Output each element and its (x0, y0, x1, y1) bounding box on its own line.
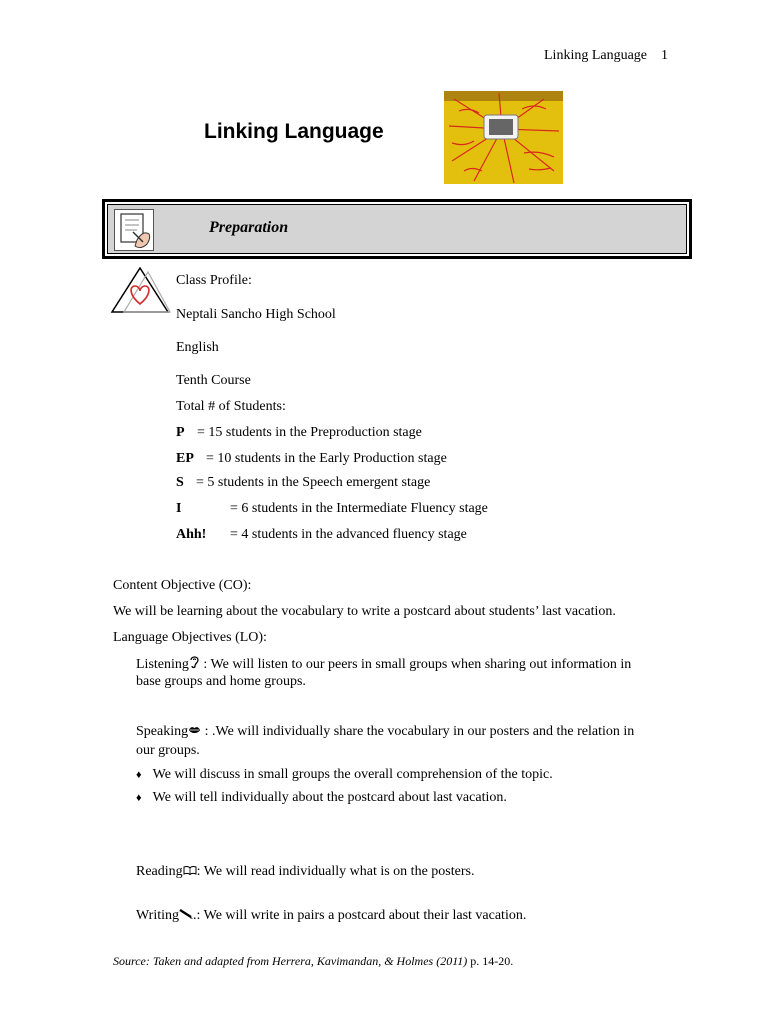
stage-text: = 6 students in the Intermediate Fluency stage (230, 501, 488, 516)
content-objective-text: We will be learning about the vocabulary to write a postcard about students’ last vacation. (113, 604, 616, 619)
stage-code: EP (176, 451, 194, 466)
heart-triangle-icon (110, 266, 172, 316)
course: Tenth Course (176, 373, 251, 388)
speaking-bullet-text: We will tell individually about the postcard about last vacation. (152, 790, 507, 805)
language-objectives-heading: Language Objectives (LO): (113, 630, 267, 645)
stage-text: = 5 students in the Speech emergent stage (196, 475, 431, 490)
reading-label: Reading (136, 864, 183, 879)
running-head-title: Linking Language (544, 48, 648, 63)
lips-icon (188, 723, 201, 741)
page-number: 1 (661, 48, 669, 63)
listening-label: Listening (136, 656, 189, 672)
class-profile-label: Class Profile: (176, 273, 252, 288)
listening-text-line1: : We will listen to our peers in small groups when sharing out information in (203, 656, 632, 672)
bullet-diamond-icon: ♦ (136, 769, 142, 781)
stage-row (176, 500, 488, 518)
poster-photo-graphic (444, 91, 563, 184)
hand-writing-icon (114, 209, 154, 251)
stage-row (176, 450, 447, 468)
list-item (136, 789, 507, 807)
stage-code: I (176, 501, 182, 516)
speaking-text-line1: : .We will individually share the vocabulary in our posters and the relation in (204, 724, 635, 739)
speaking-objective (136, 723, 634, 741)
writing-text: .: We will write in pairs a postcard about their last vacation. (192, 908, 527, 923)
writing-objective (136, 907, 526, 925)
banner-label: Preparation (209, 219, 289, 236)
list-item (136, 766, 553, 784)
preparation-banner (102, 199, 692, 259)
source-italic: Source: Taken and adapted from Herrera, Kavimandan, & Holmes (2011) (113, 954, 468, 968)
source-pages: p. 14-20. (467, 954, 514, 968)
total-students-label: Total # of Students: (176, 399, 286, 414)
stage-row (176, 474, 430, 492)
running-head (544, 48, 668, 64)
stage-text: = 4 students in the advanced fluency stage (230, 527, 467, 542)
reading-text: : We will read individually what is on the posters. (196, 864, 475, 879)
stage-row (176, 526, 467, 544)
school-name: Neptali Sancho High School (176, 307, 336, 322)
stage-code: Ahh! (176, 527, 207, 542)
stage-row (176, 424, 422, 442)
listening-text-line2: base groups and home groups. (136, 674, 306, 689)
stage-text: = 10 students in the Early Production stage (206, 451, 447, 466)
speaking-label: Speaking (136, 724, 189, 739)
classroom-poster-photo (444, 91, 563, 184)
source-citation (113, 954, 513, 969)
stage-code: S (176, 475, 184, 490)
open-book-icon (183, 863, 197, 881)
subject: English (176, 340, 219, 355)
bullet-diamond-icon: ♦ (136, 792, 142, 804)
content-objective-heading: Content Objective (CO): (113, 578, 252, 593)
reading-objective (136, 863, 474, 881)
speaking-bullet-text: We will discuss in small groups the overall comprehension of the topic. (152, 767, 553, 782)
speaking-text-line2: our groups. (136, 743, 200, 758)
ear-icon (189, 655, 200, 675)
listening-objective (136, 655, 631, 675)
document-title: Linking Language (204, 120, 384, 143)
stage-code: P (176, 425, 185, 440)
pencil-icon (179, 907, 193, 925)
writing-label: Writing (136, 908, 179, 923)
stage-text: = 15 students in the Preproduction stage (197, 425, 422, 440)
